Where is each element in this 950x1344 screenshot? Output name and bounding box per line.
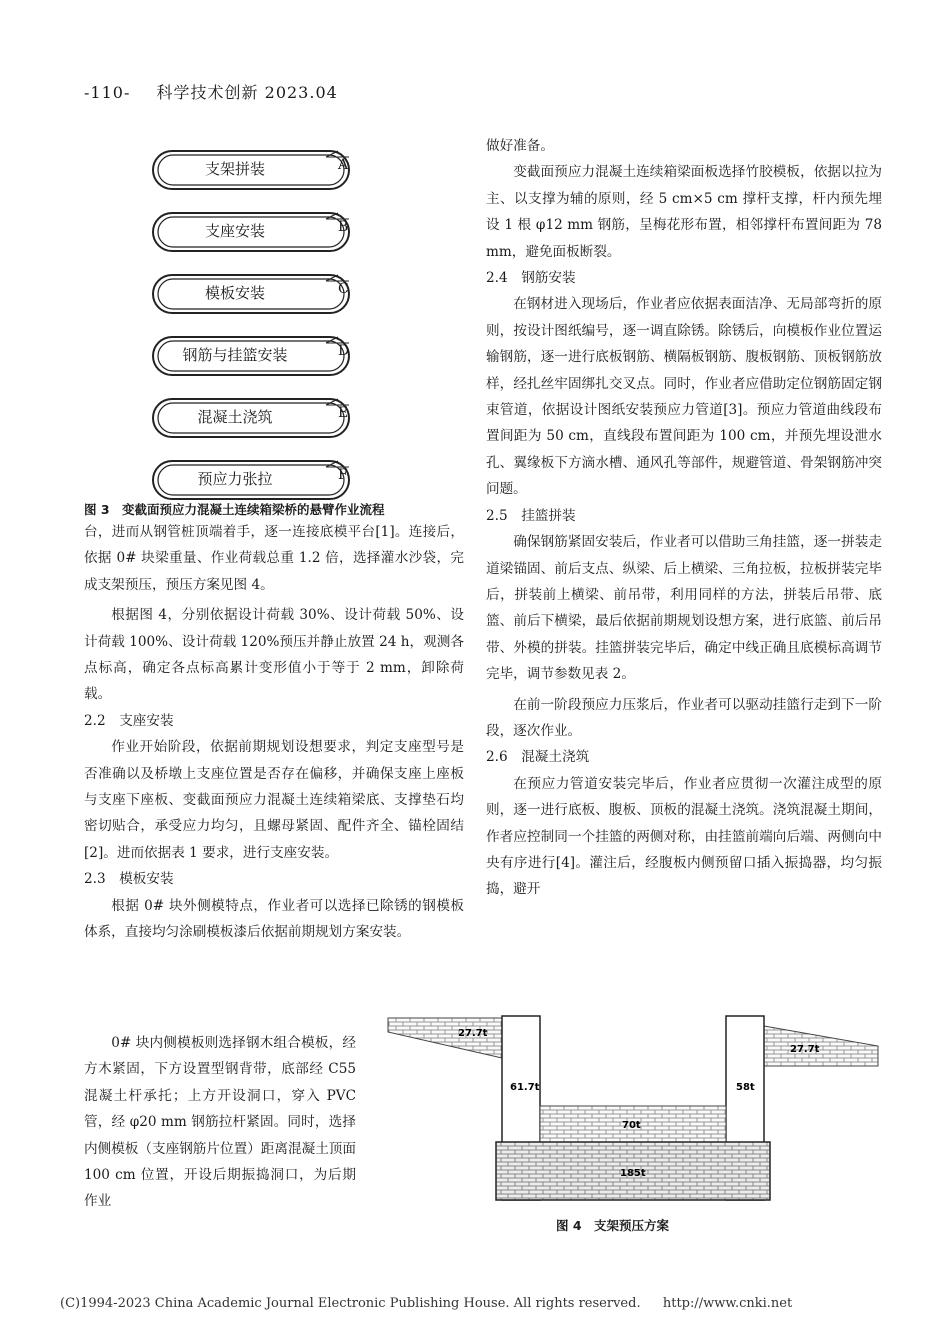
- left-column-narrow: [84, 1030, 356, 1215]
- footer-url[interactable]: http://www.cnki.net: [662, 1296, 793, 1311]
- flow-step-label: 支座安装: [204, 222, 265, 240]
- copyright: (C)1994-2023 China Academic Journal Electronic Publishing House. All rights reserved.: [60, 1296, 641, 1311]
- flow-step-d: [150, 334, 380, 378]
- flow-step-letter: F: [338, 467, 348, 483]
- label-left-web: 61.7t: [510, 1082, 540, 1093]
- flow-step-label: 混凝土浇筑: [197, 408, 273, 426]
- flow-step-f: [150, 458, 380, 502]
- label-top-slab: 70t: [622, 1120, 641, 1131]
- flow-step-letter: C: [338, 281, 349, 297]
- paragraph: 变截面预应力混凝土连续箱梁面板选择竹胶模板，依据以拉为主、以支撑为辅的原则，经 5 cm×5 cm 撑杆支撑，杆内预先埋设 1 根 φ12 mm 钢筋，呈梅花形布置，相邻撑杆布置间距为 78 mm，避免面板断裂。: [486, 164, 882, 260]
- figure-3-caption: 图 3 变截面预应力混凝土连续箱梁桥的悬臂作业流程: [84, 502, 385, 517]
- flow-step-label: 预应力张拉: [197, 470, 273, 488]
- paragraph: 在前一阶段预应力压浆后，作业者可以驱动挂篮行走到下一阶段，逐次作业。: [486, 696, 882, 739]
- paragraph: 根据图 4，分别依据设计荷载 30%、设计荷载 50%、设计荷载 100%、设计荷载 120%预压并静止放置 24 h，观测各点标高，确定各点标高累计变形值小于等于 2 mm，卸除荷载。: [84, 607, 464, 703]
- figure-4-caption: 图 4 支架预压方案: [556, 1218, 670, 1233]
- label-right-web: 58t: [736, 1082, 755, 1093]
- flow-step-letter: D: [338, 343, 350, 359]
- section-heading-2-5: 2.5 挂篮拼装: [486, 507, 576, 524]
- section-heading-2-3: 2.3 模板安装: [84, 871, 174, 888]
- right-column: [486, 133, 882, 903]
- footer: [60, 1296, 792, 1311]
- flow-step-b: [150, 210, 380, 254]
- section-heading-2-4: 2.4 钢筋安装: [486, 270, 576, 287]
- figure-4-preload-diagram: [386, 1014, 882, 1206]
- paragraph: 在预应力管道安装完毕后，作业者应贯彻一次灌注成型的原则，逐一进行底板、腹板、顶板的混凝土浇筑。浇筑混凝土期间，作者应控制同一个挂篮的两侧对称，由挂篮前端向后端、两侧向中央有序进行[4]。灌注后，经腹板内侧预留口插入振捣器，均匀振捣，避开: [486, 775, 882, 898]
- flow-step-letter: A: [338, 157, 349, 173]
- section-heading-2-2: 2.2 支座安装: [84, 712, 174, 729]
- flow-step-label: 支架拼装: [204, 160, 265, 178]
- paragraph: 做好准备。: [486, 138, 554, 154]
- paragraph: 根据 0# 块外侧模特点，作业者可以选择已除锈的钢模板体系，直接均匀涂刷模板漆后依据前期规划方案安装。: [84, 897, 464, 941]
- paragraph: 在钢材进入现场后，作业者应依据表面洁净、无局部弯折的原则，按设计图纸编号，逐一调直除锈。除锈后，向模板作业位置运输钢筋，逐一进行底板钢筋、横隔板钢筋、腹板钢筋、顶板钢筋放样，经扎丝牢固绑扎交叉点。同时，作业者应借助定位钢筋固定钢束管道，依据设计图纸安装预应力管道[3]。预应力管道曲线段布置间距为 50 cm，直线段布置间距为 100 cm，并预先埋设泄水孔、翼缘板下方滴水槽、通风孔等部件，规避管道、骨架钢筋冲突问题。: [486, 296, 882, 498]
- paragraph: 0# 块内侧模板则选择钢木组合模板，经方木紧固，下方设置型钢背带，底部经 C55 混凝土杆承托；上方开设洞口，穿入 PVC 管，经 φ20 mm 钢筋拉杆紧固。同时，选择内侧模板（支座钢筋片位置）距离混凝土顶面 100 cm 位置，开设后期振捣洞口，为后期作业: [84, 1035, 356, 1210]
- flow-step-a: [150, 148, 380, 192]
- paragraph: 台，进而从钢管桩顶端着手，逐一连接底模平台[1]。连接后，依据 0# 块梁重量、作业荷载总重 1.2 倍，选择灌水沙袋，完成支架预压，预压方案见图 4。: [84, 524, 464, 593]
- flow-step-letter: E: [338, 405, 349, 421]
- section-heading-2-6: 2.6 混凝土浇筑: [486, 749, 590, 766]
- paragraph: 作业开始阶段，依据前期规划设想要求，判定支座型号是否准确以及桥墩上支座位置是否存在偏移，并确保支座上座板与支座下座板、变截面预应力混凝土连续箱梁底、支撑垫石均密切贴合，承受应力均匀，且螺母紧固、配件齐全、锚栓固结[2]。进而依据表 1 要求，进行支座安装。: [84, 739, 464, 861]
- flow-step-label: 钢筋与挂篮安装: [182, 346, 288, 364]
- label-right-wing: 27.7t: [790, 1044, 820, 1055]
- page-number: -110-: [84, 83, 131, 102]
- flow-step-c: [150, 272, 380, 316]
- right-wing-load: [764, 1026, 878, 1066]
- page-header: [84, 80, 338, 103]
- journal-title: 科学技术创新 2023.04: [156, 83, 338, 102]
- flow-step-letter: B: [338, 219, 349, 235]
- flow-step-e: [150, 396, 380, 440]
- label-left-wing: 27.7t: [458, 1028, 488, 1039]
- label-bottom: 185t: [620, 1168, 646, 1179]
- left-column: [84, 519, 464, 946]
- paragraph: 确保钢筋紧固安装后，作业者可以借助三角挂篮，逐一拼装走道梁锚固、前后支点、纵梁、后上横梁、三角拉板，拉板拼装完毕后，拼装前上横梁、前吊带，利用同样的方法，拼装后吊带、底篮、前后下横梁，最后依据前期规划设想方案，进行底篮、前后吊带、外模的拼装。挂篮拼装完毕后，确定中线正确且底模标高调节完毕，调节参数见表 2。: [486, 534, 882, 683]
- flow-step-label: 模板安装: [204, 284, 265, 302]
